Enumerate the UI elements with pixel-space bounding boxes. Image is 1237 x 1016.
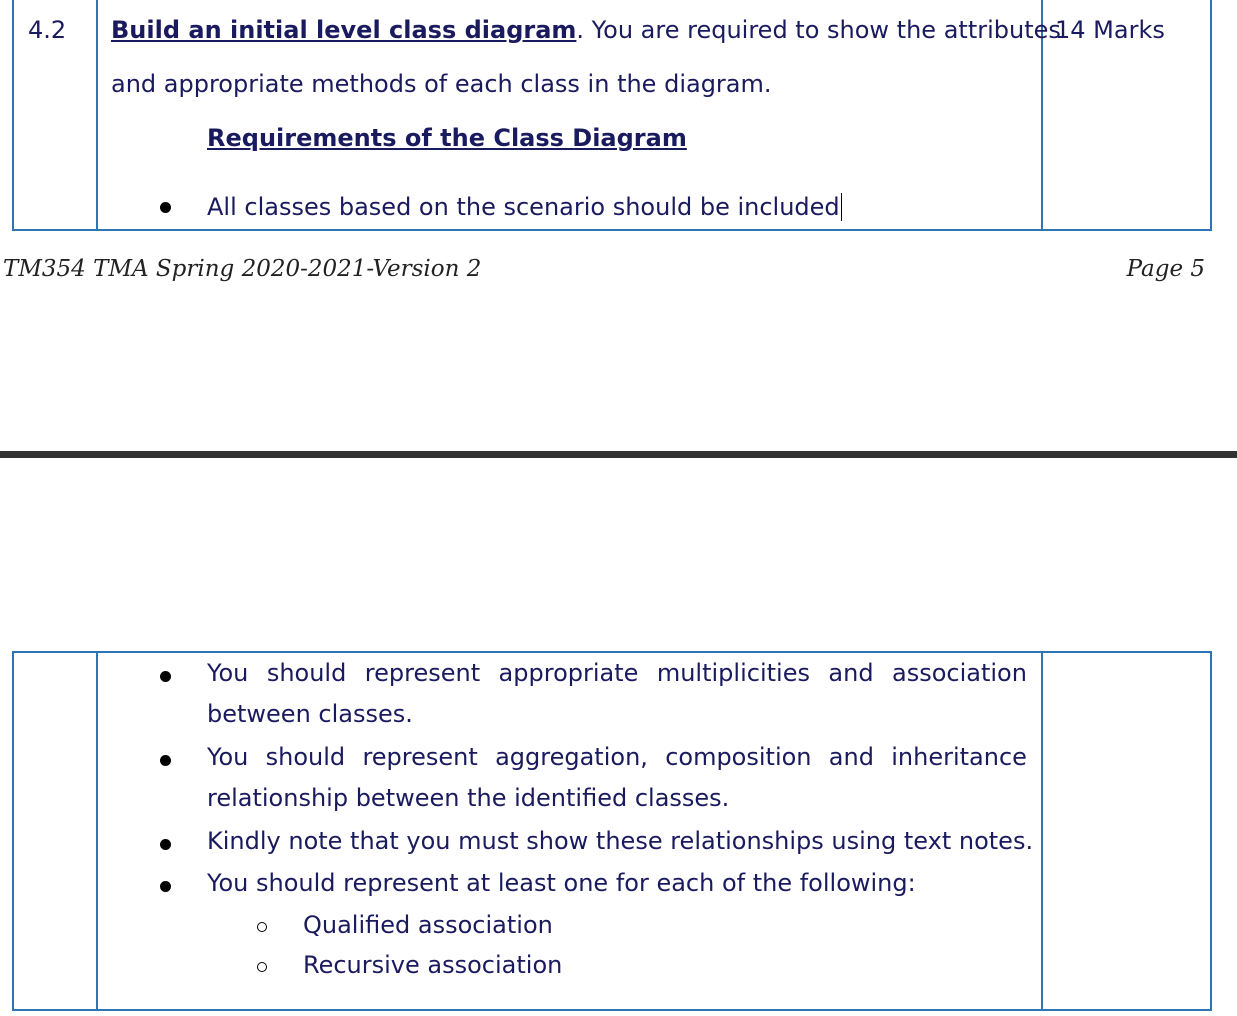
top-table xyxy=(12,0,1212,231)
column-divider xyxy=(96,0,98,229)
bullet-icon xyxy=(160,202,171,213)
requirements-heading: Requirements of the Class Diagram xyxy=(207,124,687,152)
requirement-item-line: between classes. xyxy=(207,700,413,728)
requirement-item: You should represent at least one for each of the following: xyxy=(207,869,916,897)
bullet-icon xyxy=(160,881,171,892)
requirement-item: Kindly note that you must show these relationships using text notes. xyxy=(207,827,1034,855)
circle-bullet-icon xyxy=(257,962,267,972)
bullet-icon xyxy=(160,839,171,850)
text-cursor xyxy=(841,193,842,221)
sub-requirement-item: Recursive association xyxy=(303,951,563,979)
footer-title: TM354 TMA Spring 2020-2021-Version 2 xyxy=(3,256,482,282)
question-heading-rest: . You are required to show the attributes xyxy=(576,16,1061,44)
requirement-item-line: You should represent aggregation, composition and inheritance xyxy=(207,743,1027,771)
question-number: 4.2 xyxy=(28,16,67,44)
bullet-icon xyxy=(160,671,171,682)
requirement-item: All classes based on the scenario should be included xyxy=(207,193,840,221)
bullet-icon xyxy=(160,755,171,766)
question-text-line-1 xyxy=(111,16,1061,44)
bottom-table xyxy=(12,651,1212,1011)
sub-requirement-item: Qualified association xyxy=(303,911,553,939)
page-separator xyxy=(0,451,1237,458)
requirement-item-line: You should represent appropriate multiplicities and association xyxy=(207,659,1027,687)
circle-bullet-icon xyxy=(257,922,267,932)
requirement-item-line: relationship between the identified classes. xyxy=(207,784,730,812)
column-divider xyxy=(1041,653,1043,1009)
marks-label: 14 Marks xyxy=(1055,16,1165,44)
question-heading: Build an initial level class diagram xyxy=(111,16,577,44)
page-number: Page 5 xyxy=(1126,256,1205,282)
question-text-line-2: and appropriate methods of each class in the diagram. xyxy=(111,70,772,98)
column-divider xyxy=(96,653,98,1009)
